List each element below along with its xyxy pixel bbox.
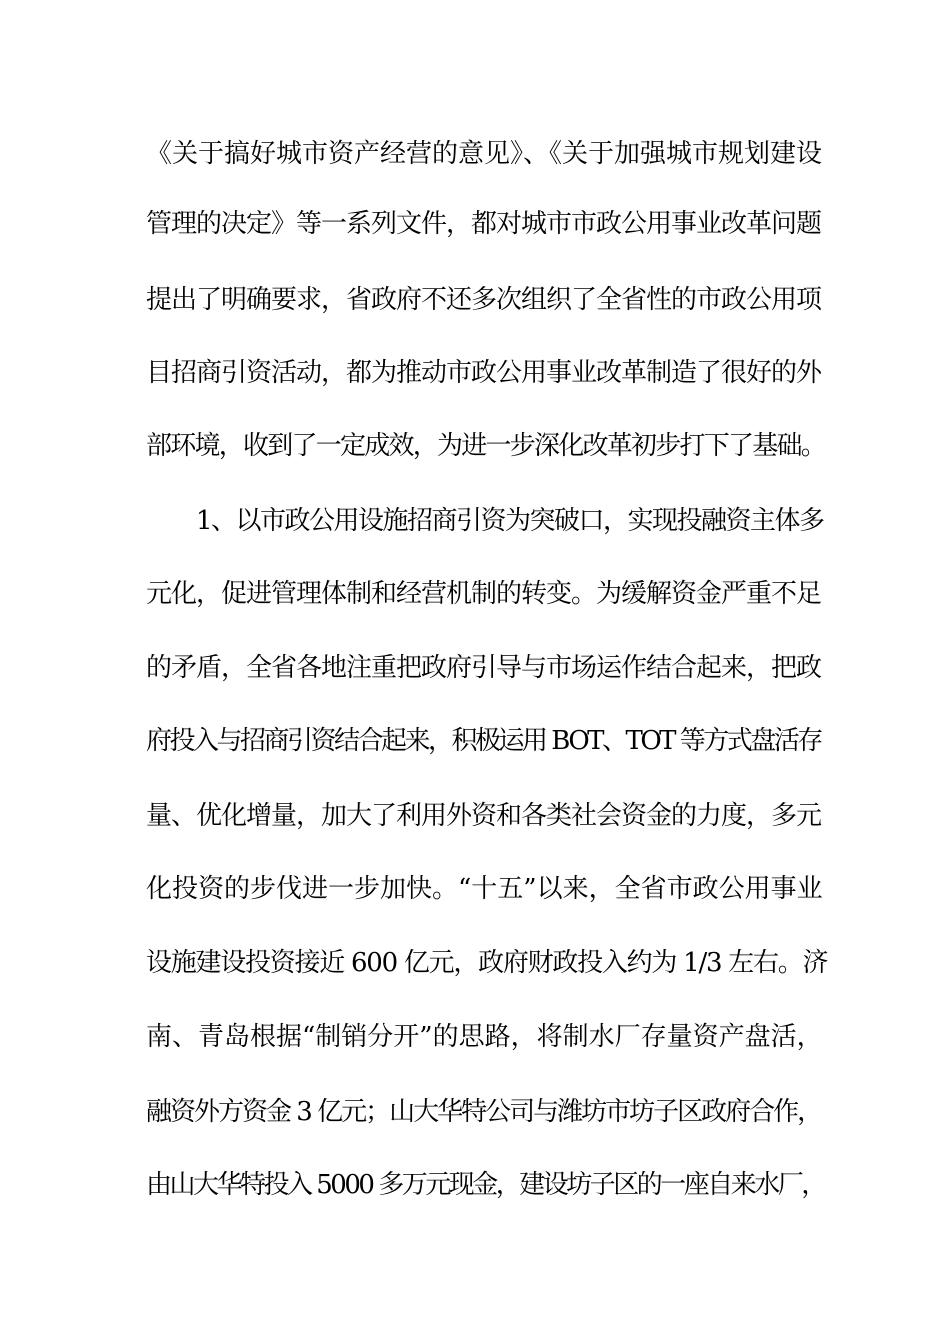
paragraph-line: 设施建设投资接近 600 亿元，政府财政投入约为 1/3 左右。济	[146, 948, 828, 978]
paragraph-line: 《关于搞好城市资产经营的意见》、《关于加强城市规划建设	[146, 139, 823, 169]
paragraph-line: 由山大华特投入 5000 多万元现金，建设坊子区的一座自来水厂，	[146, 1170, 825, 1200]
paragraph-line: 元化，促进管理体制和经营机制的转变。为缓解资金严重不足	[146, 579, 822, 609]
paragraph-line: 目招商引资活动，都为推动市政公用事业改革制造了很好的外	[146, 358, 822, 388]
paragraph-line: 量、优化增量，加大了利用外资和各类社会资金的力度，多元	[146, 801, 822, 831]
paragraph-line: 部环境，收到了一定成效，为进一步深化改革初步打下了基础。	[146, 431, 826, 461]
paragraph-line: 管理的决定》等一系列文件，都对城市市政公用事业改革问题	[146, 209, 822, 239]
paragraph-line: 的矛盾，全省各地注重把政府引导与市场运作结合起来，把政	[146, 653, 822, 683]
paragraph-line: 提出了明确要求，省政府不还多次组织了全省性的市政公用项	[146, 285, 822, 315]
paragraph-line: 府投入与招商引资结合起来，积极运用 BOT、TOT 等方式盘活存	[146, 726, 821, 756]
paragraph-line: 1、以市政公用设施招商引资为突破口，实现投融资主体多	[196, 506, 824, 536]
paragraph-line: 化投资的步伐进一步加快。“十五”以来，全省市政公用事业	[146, 874, 823, 904]
paragraph-line: 南、青岛根据“制销分开”的思路，将制水厂存量资产盘活，	[146, 1022, 823, 1052]
paragraph-line: 融资外方资金 3 亿元；山大华特公司与潍坊市坊子区政府合作，	[146, 1097, 822, 1127]
